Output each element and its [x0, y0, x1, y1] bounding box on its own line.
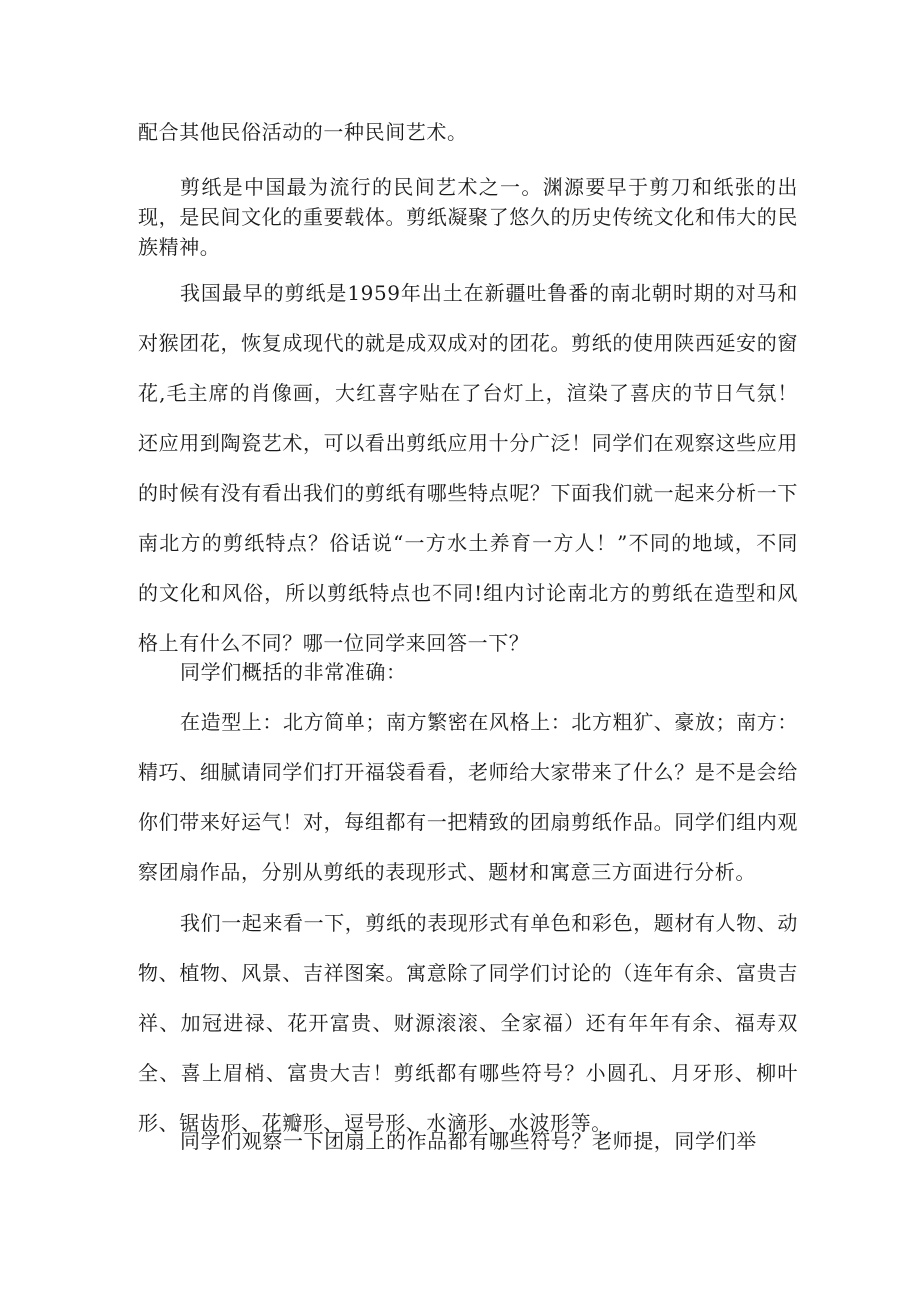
paragraph-fan-symbols: 同学们观察一下团扇上的作品都有哪些符号？老师提，同学们举	[180, 1129, 757, 1153]
paragraph-forms-themes-symbols: 我们一起来看一下，剪纸的表现形式有单色和彩色，题材有人物、动物、植物、风景、吉祥图案。寓意除了同学们讨论的（连年有余、富贵吉祥、加冠进禄、花开富贵、财源滚滚、全家福）还有年年有余、福寿双全、喜上眉梢、富贵大吉！剪纸都有哪些符号？小圆孔、月牙形、柳叶形、锯齿形、花瓣形、逗号形、水滴形、水波形等。	[138, 911, 798, 1135]
paragraph-paper-cutting-intro: 剪纸是中国最为流行的民间艺术之一。渊源要早于剪刀和纸张的出现，是民间文化的重要载体。剪纸凝聚了悠久的历史传统文化和伟大的民族精神。	[138, 175, 798, 259]
paragraph-continuation: 配合其他民俗活动的一种民间艺术。	[138, 120, 468, 144]
paragraph-earliest-paper-cutting: 我国最早的剪纸是1959年出土在新疆吐鲁番的南北朝时期的对马和对猴团花，恢复成现代的就是成双成对的团花。剪纸的使用陕西延安的窗花,毛主席的肖像画，大红喜字贴在了台灯上，渲染了喜庆的节日气氛！还应用到陶瓷艺术，可以看出剪纸应用十分广泛！同学们在观察这些应用的时候有没有看出我们的剪纸有哪些特点呢？下面我们就一起来分析一下南北方的剪纸特点？俗话说“一方水土养育一方人！”不同的地域，不同的文化和风俗，所以剪纸特点也不同!组内讨论南北方的剪纸在造型和风格上有什么不同？哪一位同学来回答一下？	[138, 281, 798, 655]
paragraph-style-comparison: 在造型上：北方简单；南方繁密在风格上：北方粗犷、豪放；南方：精巧、细腻请同学们打开福袋看看，老师给大家带来了什么？是不是会给你们带来好运气！对，每组都有一把精致的团扇剪纸作品。同学们组内观察团扇作品，分别从剪纸的表现形式、题材和寓意三方面进行分析。	[138, 710, 798, 884]
paragraph-summary-lead: 同学们概括的非常准确：	[180, 660, 407, 684]
